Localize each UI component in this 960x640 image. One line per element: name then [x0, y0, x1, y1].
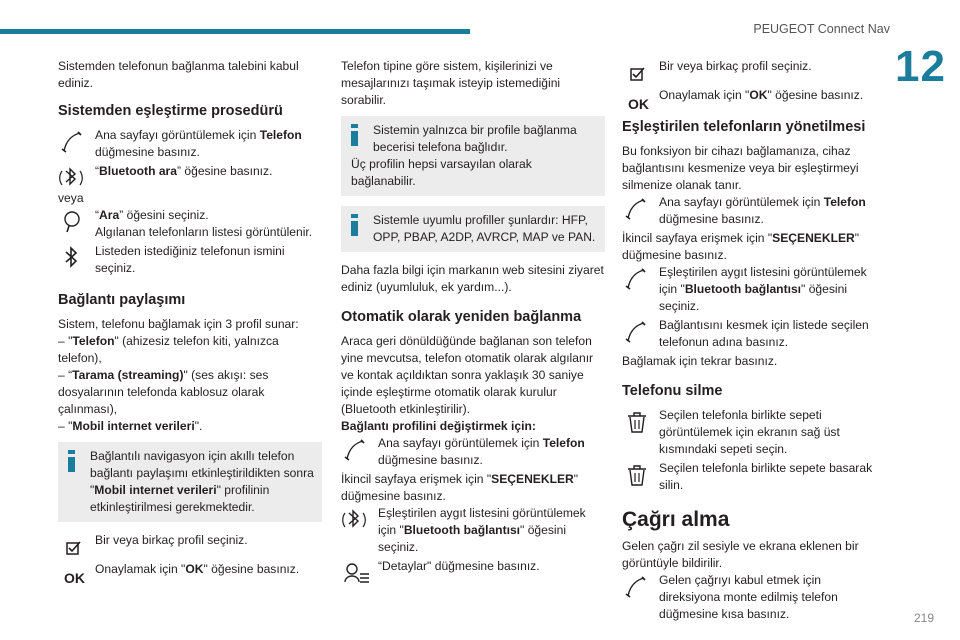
trash-icon	[622, 462, 652, 488]
step-text: " öğesini seçiniz.	[378, 523, 567, 554]
search-icon	[58, 209, 88, 235]
section-heading-pairing: Sistemden eşleştirme prosedürü	[58, 103, 283, 119]
step-text: Bağlantısını kesmek için listede seçilen telefonun adına basınız.	[659, 318, 869, 349]
subheading-bold: Bağlantı profilini değiştirmek için:	[341, 419, 536, 433]
step-confirm-ok	[622, 87, 884, 112]
step-phone-home	[58, 127, 322, 161]
step-text: Ana sayfayı görüntülemek için	[659, 195, 824, 209]
step-confirm-ok	[58, 561, 322, 586]
header-title: PEUGEOT Connect Nav	[753, 22, 890, 36]
column-3	[622, 58, 884, 625]
step-bold: Telefon	[823, 195, 866, 209]
step-bold: OK	[749, 88, 768, 102]
step-text: düğmesine basınız.	[95, 145, 200, 159]
page-number: 219	[913, 611, 934, 625]
step-bold: Bluetooth ara	[99, 164, 177, 178]
phone-icon	[622, 266, 652, 292]
info-icon	[68, 450, 75, 472]
header-accent-bar	[0, 29, 470, 34]
step-text: Seçilen telefonla birlikte sepete basarak silin.	[659, 461, 873, 492]
step-search	[58, 207, 322, 241]
step-bluetooth-connection	[622, 264, 884, 315]
info-text: Sistemin yalnızca bir profile bağlanma becerisi telefona bağlıdır.	[373, 123, 577, 154]
step-text: “Detaylar" düğmesine basınız.	[378, 559, 540, 573]
text: İkincil sayfaya erişmek için "	[341, 472, 492, 486]
step-text: Eşleştirilen aygıt listesini görüntülemek için "	[378, 506, 586, 537]
step-select-phone	[58, 243, 322, 277]
step-text: " öğesini seçiniz.	[659, 282, 848, 313]
item-text: – “	[58, 368, 73, 382]
step-text: Eşleştirilen aygıt listesini görüntülemek için "	[659, 265, 867, 296]
step-text: " öğesine basınız.	[767, 88, 864, 102]
step-bold: Telefon	[542, 436, 585, 450]
step-bluetooth-connection	[341, 505, 605, 556]
ok-icon: OK	[628, 96, 649, 112]
info-text: Üç profilin hepsi varsayılan olarak bağlanabilir.	[351, 157, 532, 188]
profile-item	[58, 333, 322, 367]
phone-icon	[622, 574, 652, 600]
text: " düğmesine basınız.	[622, 231, 860, 262]
paragraph	[622, 230, 884, 264]
checkbox-icon	[622, 60, 652, 86]
bluetooth-icon	[58, 245, 88, 271]
step-text: " öğesine basınız.	[203, 562, 300, 576]
item-text: " (ahizesiz telefon kiti, yalnızca telefon),	[58, 334, 279, 365]
info-icon	[351, 124, 358, 146]
step-text: ” öğesini seçiniz.	[119, 208, 209, 222]
text: İkincil sayfaya erişmek için "	[622, 231, 773, 245]
profile-item	[58, 418, 322, 435]
step-phone-home	[341, 435, 605, 469]
item-text: ".	[194, 419, 203, 433]
step-bold: Telefon	[259, 128, 302, 142]
or-text: veya	[58, 191, 84, 205]
item-text: " (ses akışı: ses dosyalarının telefonda kablosuz olarak çalınması),	[58, 368, 269, 416]
step-disconnect	[622, 317, 884, 351]
info-text: Sistemle uyumlu profiller şunlardır: HFP, OPP, PBAP, A2DP, AVRCP, MAP ve PAN.	[373, 213, 596, 244]
step-select-profiles	[622, 58, 884, 75]
info-box	[58, 442, 322, 522]
paragraph: Daha fazla bilgi için markanın web sitesini ziyaret ediniz (uyumluluk, ek yardım...).	[341, 263, 604, 294]
step-text: Ana sayfayı görüntülemek için	[378, 436, 543, 450]
step-delete	[622, 460, 884, 494]
phone-icon	[622, 319, 652, 345]
step-accept-call	[622, 572, 884, 623]
section-heading-sharing: Bağlantı paylaşımı	[58, 292, 186, 308]
paragraph: Bu fonksiyon bir cihazı bağlamanıza, cihaz bağlantısını kesmenize veya bir eşleştirmeyi silmenize olanak tanır.	[622, 144, 859, 192]
info-box	[341, 116, 605, 196]
chapter-number: 12	[895, 42, 946, 91]
bold: SEÇENEKLER	[491, 472, 574, 486]
phone-icon	[341, 437, 371, 463]
phone-icon	[622, 196, 652, 222]
ok-icon: OK	[64, 570, 85, 586]
step-phone-home	[622, 194, 884, 228]
details-icon	[341, 560, 371, 586]
item-text: – "	[58, 419, 73, 433]
step-text: ” öğesine basınız.	[176, 164, 273, 178]
info-icon	[351, 214, 358, 236]
paragraph: Bağlamak için tekrar basınız.	[622, 354, 778, 368]
item-bold: Mobil internet verileri	[72, 419, 195, 433]
item-bold: Telefon	[72, 334, 115, 348]
step-select-profiles	[58, 532, 322, 549]
paragraph	[341, 471, 605, 505]
step-text: düğmesine basınız.	[659, 212, 764, 226]
bluetooth-search-icon	[341, 507, 371, 533]
text: " düğmesine basınız.	[341, 472, 579, 503]
section-heading-receive-call: Çağrı alma	[622, 508, 730, 531]
step-text: Onaylamak için "	[95, 562, 186, 576]
step-text: Bir veya birkaç profil seçiniz.	[95, 533, 248, 547]
info-text: Bağlantılı navigasyon için akıllı telefon bağlantı paylaşımı etkinleştirildikten sonra "	[90, 449, 314, 497]
step-bluetooth-search	[58, 163, 322, 180]
step-bold: Bluetooth bağlantısı	[403, 523, 521, 537]
phone-icon	[58, 129, 88, 155]
column-1	[58, 58, 322, 586]
step-text: Onaylamak için "	[659, 88, 750, 102]
info-bold: Mobil internet verileri	[94, 483, 217, 497]
paragraph: Araca geri dönüldüğünde bağlanan son telefon yine mevcutsa, telefon otomatik olarak algılanır ve kontak açıldıktan sonra yaklaşık 30 saniye içinde eşleştirme otomatik olarak kurulur (Bluetooth etkinleştirilir).	[341, 334, 594, 416]
section-heading-auto-reconnect: Otomatik olarak yeniden bağlanma	[341, 309, 582, 325]
bluetooth-search-icon	[58, 165, 88, 191]
info-box	[341, 206, 605, 252]
item-bold: Tarama (streaming)	[72, 368, 184, 382]
step-text: “	[95, 208, 100, 222]
bold: SEÇENEKLER	[772, 231, 855, 245]
step-bold: Ara	[99, 208, 120, 222]
paragraph: Telefon tipine göre sistem, kişilerinizi ve mesajlarınızı taşımak isteyip istemediğini sorabilir.	[341, 59, 561, 107]
profile-item	[58, 367, 322, 418]
step-text: Algılanan telefonların listesi görüntülenir.	[95, 225, 313, 239]
checkbox-icon	[58, 534, 88, 560]
paragraph: Gelen çağrı zil sesiyle ve ekrana eklenen bir görüntüyle bildirilir.	[622, 539, 859, 570]
intro-text: Sistemden telefonun bağlanma talebini kabul ediniz.	[58, 59, 299, 90]
item-text: – "	[58, 334, 73, 348]
step-text: Ana sayfayı görüntülemek için	[95, 128, 260, 142]
step-text: Listeden istediğiniz telefonun ismini seçiniz.	[95, 244, 285, 275]
step-details	[341, 558, 605, 575]
step-text: Bir veya birkaç profil seçiniz.	[659, 59, 812, 73]
section-heading-manage: Eşleştirilen telefonların yönetilmesi	[622, 119, 866, 135]
sharing-intro: Sistem, telefonu bağlamak için 3 profil sunar:	[58, 317, 299, 331]
section-heading-delete: Telefonu silme	[622, 383, 723, 399]
step-text: düğmesine basınız.	[378, 453, 483, 467]
subheading	[341, 418, 605, 435]
column-2	[341, 58, 605, 577]
step-text: Seçilen telefonla birlikte sepeti görüntülemek için ekranın sağ üst kısmındaki sepeti seçin.	[659, 408, 840, 456]
step-text: “	[95, 164, 100, 178]
step-text: Gelen çağrıyı kabul etmek için direksiyona monte edilmiş telefon düğmesine kısa basınız.	[659, 573, 838, 621]
trash-icon	[622, 409, 652, 435]
step-bold: Bluetooth bağlantısı	[684, 282, 802, 296]
info-text: " profilinin etkinleştirilmesi gerekmektedir.	[90, 483, 270, 514]
step-bold: OK	[185, 562, 204, 576]
step-select-basket	[622, 407, 884, 458]
